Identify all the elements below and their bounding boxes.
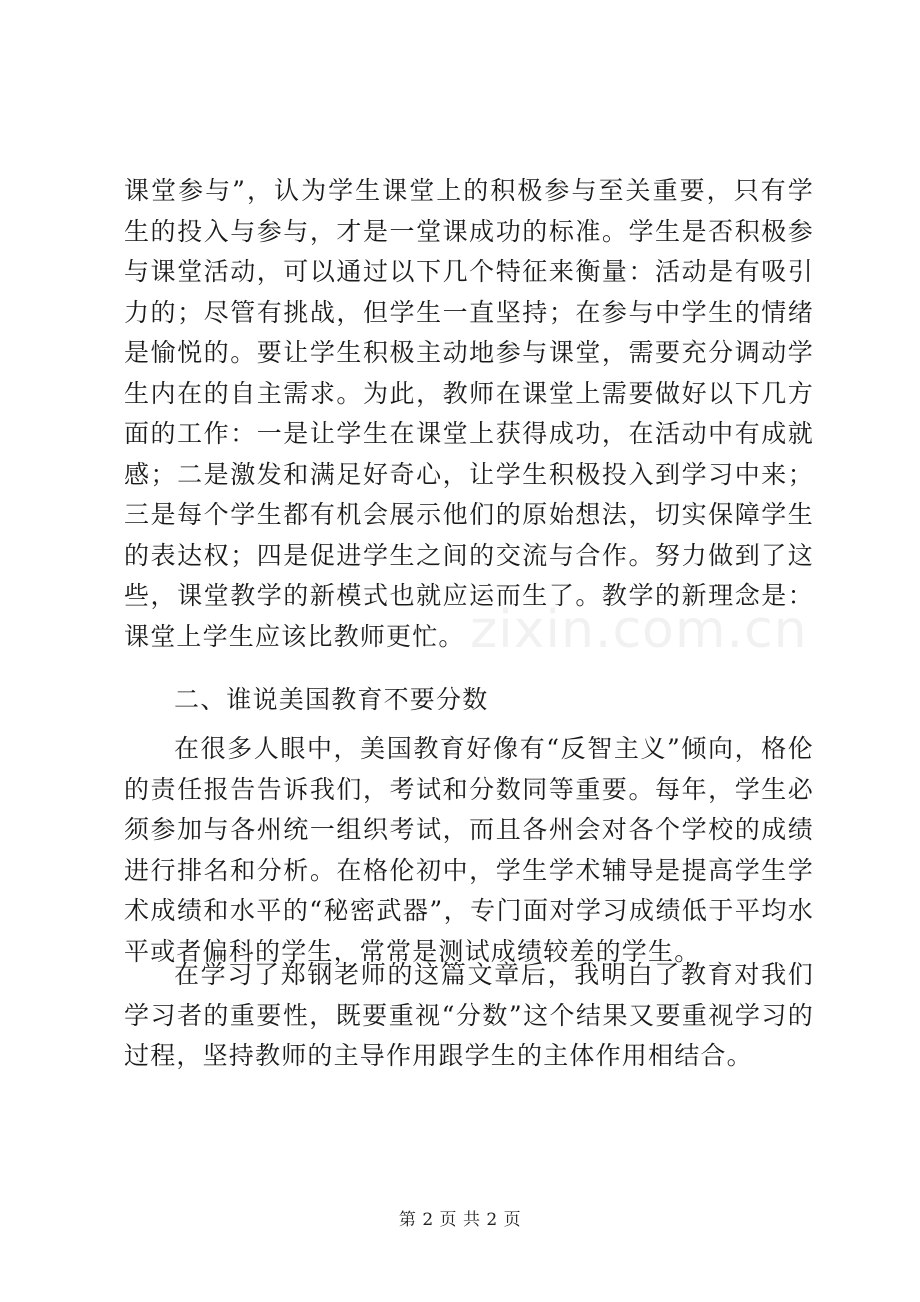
body-paragraph-2: 在很多人眼中，美国教育好像有“反智主义”倾向，格伦的责任报告告诉我们，考试和分数同等重要。每年，学生必须参加与各州统一组织考试，而且各州会对各个学校的成绩进行排名和分析。在格伦初中，学生学术辅导是提高学生学术成绩和水平的“秘密武器”，专门面对学习成绩低于平均水平或者偏科的学生，常常是测试成绩较差的学生。 (124, 734, 814, 966)
body-paragraph-3: 在学习了郑钢老师的这篇文章后，我明白了教育对我们学习者的重要性，既要重视“分数”这个结果又要重视学习的过程，坚持教师的主导作用跟学生的主体作用相结合。 (124, 960, 814, 1070)
section-heading: 二、谁说美国教育不要分数 (174, 685, 489, 714)
watermark: zixin.com.cn (470, 600, 808, 660)
body-paragraph-1: 课堂参与”，认为学生课堂上的积极参与至关重要，只有学生的投入与参与，才是一堂课成功的标准。学生是否积极参与课堂活动，可以通过以下几个特征来衡量：活动是有吸引力的；尽管有挑战，但学生一直坚持；在参与中学生的情绪是愉悦的。要让学生积极主动地参与课堂，需要充分调动学生内在的自主需求。为此，教师在课堂上需要做好以下几方面的工作：一是让学生在课堂上获得成功，在活动中有成就感；二是激发和满足好奇心，让学生积极投入到学习中来；三是每个学生都有机会展示他们的原始想法，切实保障学生的表达权；四是促进学生之间的交流与合作。努力做到了这些，课堂教学的新模式也就应运而生了。教学的新理念是：课堂上学生应该比教师更忙。 (124, 176, 814, 651)
page-footer: 第 2 页 共 2 页 (398, 1210, 522, 1230)
